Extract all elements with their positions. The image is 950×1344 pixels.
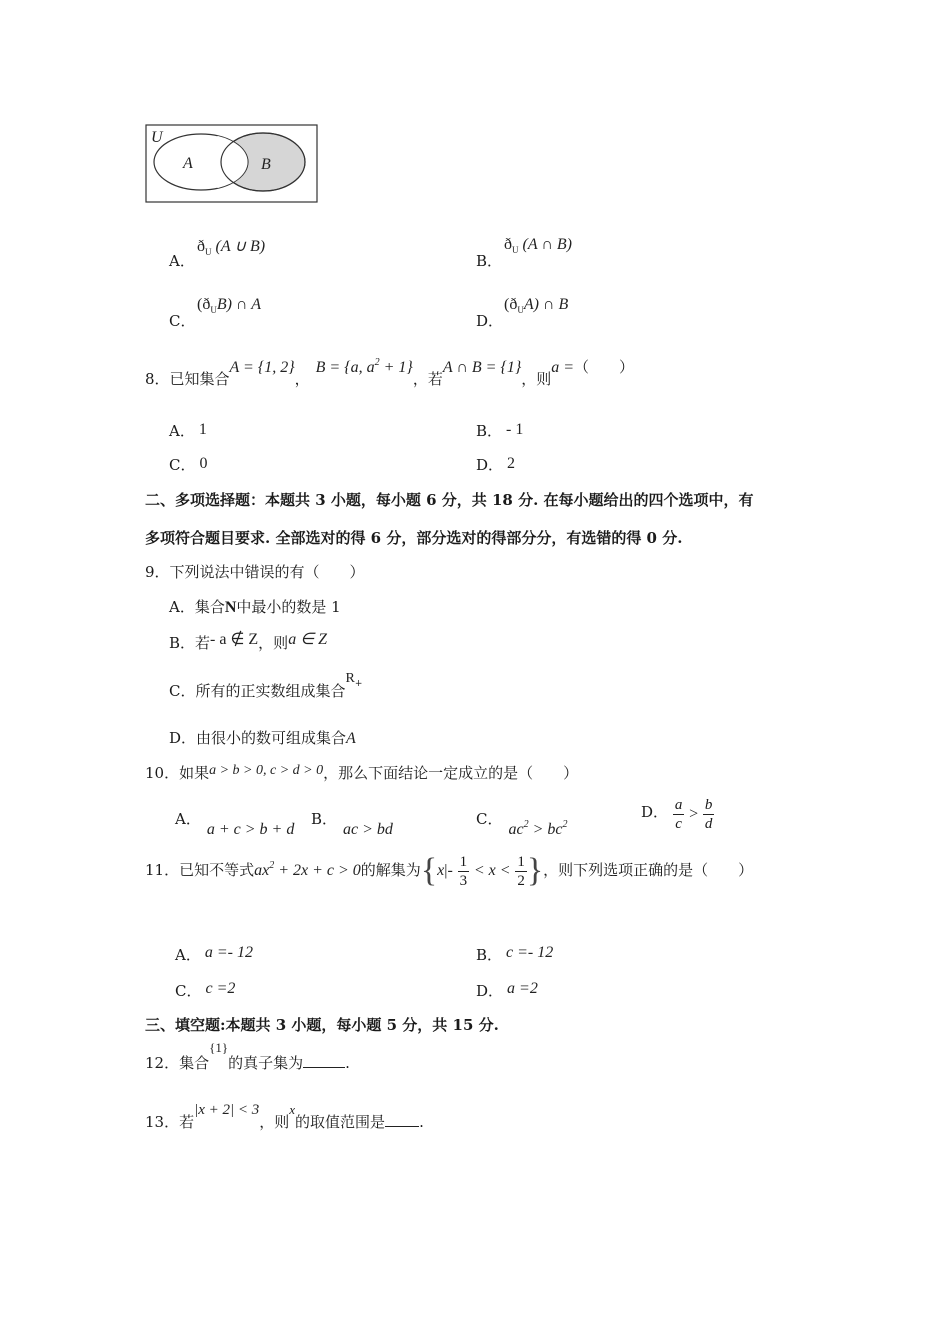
q7-option-d[interactable] xyxy=(476,296,676,332)
complement-expression: $ð_U$ (A ∪ B) xyxy=(197,238,266,258)
fraction-one-half: $\frac{1}{2}$ xyxy=(517,853,525,889)
universe-label: U xyxy=(151,129,163,146)
q11-option-d[interactable]: D． a =2 xyxy=(476,980,538,1000)
section-3-heading: 三、填空题:本题共 3 小题，每小题 5 分，共 15 分. xyxy=(145,1016,499,1034)
q8-option-b[interactable]: B． - 1 xyxy=(476,421,524,440)
complement-expression: $ð_U$ (A ∩ B) xyxy=(504,236,572,256)
question-12: 12．集合{1}的真子集为 . xyxy=(145,1040,350,1072)
option-label: B． xyxy=(476,252,503,270)
complement-expression: $(ð_UB)$ ∩ A xyxy=(197,296,261,316)
q7-option-b[interactable] xyxy=(476,236,676,272)
section-2-heading-cont: 多项符合题目要求. 全部选对的得 6 分，部分选对的得部分分，有选错的得 0 分. xyxy=(145,529,683,547)
q8-option-a[interactable]: A． 1 xyxy=(169,421,207,440)
q10-option-d[interactable]: D． $\frac{a}{c}$ > $\frac{b}{d}$ xyxy=(641,797,713,832)
q9-option-b[interactable]: B．若- a ∉ Z，则a ∈ Z xyxy=(169,631,328,652)
q11-option-c[interactable]: C． c =2 xyxy=(175,980,236,1000)
q9-option-c[interactable]: C．所有的正实数组成集合$R_+$ xyxy=(169,671,363,700)
set-a-label: A xyxy=(183,155,193,172)
answer-blank[interactable] xyxy=(303,1053,345,1068)
question-8-stem: 8．已知集合A = {1, 2}，B = {a, $a^2 + 1$}，若A ∩ B = {1}，则a =（ ） xyxy=(145,357,635,388)
q10-option-a[interactable]: A．a + c > b + d xyxy=(175,810,295,838)
option-label: A． xyxy=(169,252,195,270)
q9-option-a[interactable]: A．集合N中最小的数是 1 xyxy=(169,598,341,616)
q8-option-d[interactable]: D． 2 xyxy=(476,455,516,474)
complement-expression: $(ð_UA)$ ∩ B xyxy=(504,296,569,316)
q11-option-b[interactable]: B． c =- 12 xyxy=(476,944,554,964)
section-2-heading: 二、多项选择题：本题共 3 小题，每小题 6 分，共 18 分. 在每小题给出的四个选项中，有 xyxy=(145,491,754,509)
option-label: D． xyxy=(476,312,504,330)
question-9-stem: 9．下列说法中错误的有（ ） xyxy=(145,563,365,581)
question-10-stem: 10．如果a > b > 0, c > d > 0，那么下面结论一定成立的是（ ） xyxy=(145,763,579,782)
q7-option-a[interactable] xyxy=(169,236,369,272)
answer-blank[interactable] xyxy=(385,1112,419,1127)
fraction-b-over-d: $\frac{b}{d}$ xyxy=(704,797,713,832)
q9-option-d[interactable]: D．由很小的数可组成集合A xyxy=(169,729,356,747)
option-label: C． xyxy=(169,312,196,330)
q10-option-c[interactable]: C．$ac^2 > bc^2$ xyxy=(476,810,568,838)
q11-option-a[interactable]: A． a =- 12 xyxy=(175,944,253,964)
question-13: 13．若|x + 2| < 3，则x的取值范围是 . xyxy=(145,1102,424,1131)
fraction-one-third: $\frac{1}{3}$ xyxy=(459,853,468,889)
set-b-label: B xyxy=(261,156,271,173)
fraction-a-over-c: $\frac{a}{c}$ xyxy=(674,797,683,832)
q7-option-c[interactable] xyxy=(169,296,369,332)
venn-diagram xyxy=(145,124,319,204)
q8-option-c[interactable]: C． 0 xyxy=(169,455,208,474)
q10-option-b[interactable]: B．ac > bd xyxy=(311,810,393,838)
question-11-stem: 11．已知不等式$ax^2 + 2x + c > 0$的解集为{x|- $\frac{1}{3}$ < x < $\frac{1}{2}$ }，则下列选项正确的是（ ） xyxy=(145,852,754,889)
